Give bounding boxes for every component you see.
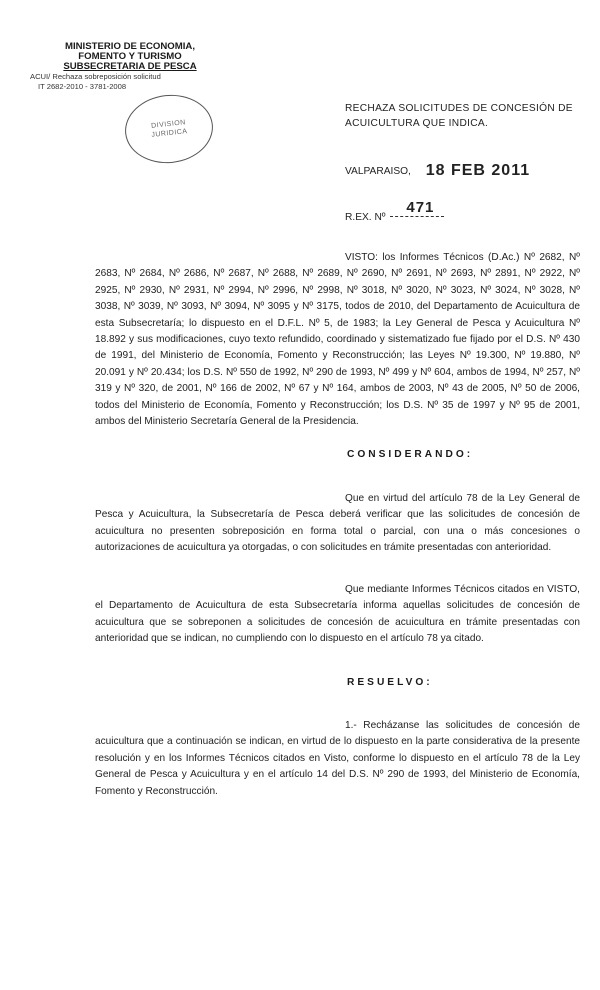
resuelvo-paragraph-1: 1.- Recházanse las solicitudes de concesión de acuicultura que a continuación se indican, en virtud de lo dispuesto en la parte considerativa de la presente resolución y en los Informes Técnicos citados en Visto, conforme lo dispuesto en el artículo 78 de la Ley General de Pesca y Acuicultura y en el artículo 14 del D.S. Nº 290 de 1993, del Ministerio de Economía, Fomento y Reconstrucción. bbox=[95, 720, 580, 797]
considerando-paragraph-1: Que en virtud del artículo 78 de la Ley General de Pesca y Acuicultura, la Subsecretaría de Pesca deberá verificar que las solicitudes de concesión de acuicultura no presenten sobreposición en forma total o parcial, con una o más concesiones o autorizaciones de acuicultura ya otorgadas, o con solicitudes en trámite presentadas con anterioridad. bbox=[95, 493, 580, 554]
stamp-line-2: JURIDICA bbox=[151, 128, 188, 139]
resuelvo-heading: RESUELVO: bbox=[347, 677, 433, 688]
date-stamp: 18 FEB 2011 bbox=[425, 162, 531, 179]
issuer-header bbox=[30, 42, 230, 92]
rex-number: 471 bbox=[390, 199, 444, 217]
ministry-name-cont: FOMENTO Y TURISMO bbox=[78, 51, 182, 62]
ministry-name: MINISTERIO DE ECONOMIA, bbox=[64, 41, 196, 52]
place: VALPARAISO, bbox=[345, 166, 411, 177]
subsecretaria-name: SUBSECRETARIA DE PESCA bbox=[63, 61, 197, 72]
visto-paragraph: VISTO: los Informes Técnicos (D.Ac.) Nº 2682, Nº 2683, Nº 2684, Nº 2686, Nº 2687, Nº 2688, Nº 2689, Nº 2690, Nº 2691, Nº 2693, Nº 2891, Nº 2922, Nº 2925, Nº 2930, Nº 2931, Nº 2994, Nº 2996, Nº 2998, Nº 3018, Nº 3020, Nº 3023, Nº 3024, Nº 3028, Nº 3038, Nº 3039, Nº 3093, Nº 3094, Nº 3095 y Nº 3175, todos de 2010, del Departamento de Acuicultura de esta Subsecretaría; lo dispuesto en el D.F.L. Nº 5, de 1983; la Ley General de Pesca y Acuicultura Nº 18.892 y sus modificaciones, cuyo texto refundido, coordinado y sistematizado fue fijado por el D.S. Nº 430 de 1991, del Ministerio de Economía, Fomento y Reconstrucción; las Leyes Nº 19.300, Nº 19.880, Nº 20.091 y Nº 20.434; los D.S. Nº 550 de 1992, Nº 290 de 1993, Nº 499 y Nº 604, ambos de 1994, Nº 257, Nº 319 y Nº 320, de 2001, Nº 166 de 2002, Nº 67 y Nº 164, ambos de 2003, Nº 43 de 2005, Nº 50 de 2006, todos del Ministerio de Economía, Fomento y Reconstrucción; los D.S. Nº 35 de 1997 y Nº 95 de 2001, ambos del Ministerio Secretaría General de la Presidencia. bbox=[95, 252, 580, 428]
rex-label: R.EX. Nº bbox=[345, 212, 386, 223]
considerando-heading: CONSIDERANDO: bbox=[347, 449, 474, 460]
stamp-line-1: DIVISION bbox=[150, 119, 187, 130]
considerando-paragraph-2: Que mediante Informes Técnicos citados en VISTO, el Departamento de Acuicultura de esta Subsecretaría informa aquellas solicitudes de concesión de acuicultura que se sobreponen a solicitudes de concesión de acuicultura en trámite presentadas con anterioridad que se indican, no cumpliendo con lo dispuesto en el artículo 78 ya citado. bbox=[95, 584, 580, 645]
resolution-title: RECHAZA SOLICITUDES DE CONCESIÓN DE ACUICULTURA QUE INDICA. bbox=[345, 103, 573, 129]
file-reference: ACUI/ Rechaza sobreposición solicitud bbox=[30, 72, 161, 81]
report-reference: IT 2682-2010 - 3781-2008 bbox=[38, 82, 127, 91]
legal-division-stamp bbox=[122, 91, 217, 168]
place-and-date bbox=[345, 162, 530, 180]
resolution-number bbox=[345, 199, 444, 225]
